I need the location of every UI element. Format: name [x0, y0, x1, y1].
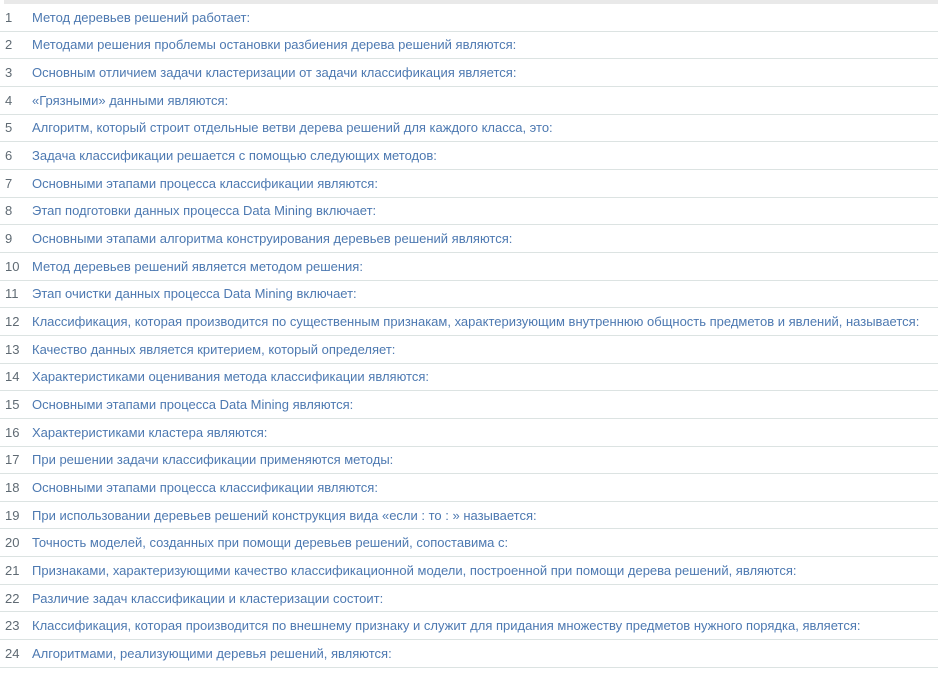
table-row — [0, 391, 938, 419]
table-row — [0, 142, 938, 170]
table-row — [0, 419, 938, 447]
question-link[interactable]: Характеристиками оценивания метода классификации являются: — [32, 369, 430, 385]
table-row — [0, 87, 938, 115]
table-row — [0, 170, 938, 198]
question-link[interactable]: Точность моделей, созданных при помощи деревьев решений, сопоставима с: — [32, 535, 509, 551]
question-number: 1 — [5, 9, 13, 25]
question-link[interactable]: Алгоритм, который строит отдельные ветви дерева решений для каждого класса, это: — [32, 120, 553, 136]
question-number: 17 — [5, 452, 20, 468]
question-number: 23 — [5, 618, 20, 634]
question-number: 21 — [5, 562, 20, 578]
question-number: 19 — [5, 507, 20, 523]
question-link[interactable]: Этап очистки данных процесса Data Mining включает: — [32, 286, 357, 302]
table-row — [0, 253, 938, 281]
question-link[interactable]: Классификация, которая производится по существенным признакам, характеризующим внутреннюю общность предметов и явлений, называется: — [32, 314, 920, 330]
question-link[interactable]: Различие задач классификации и кластеризации состоит: — [32, 590, 384, 606]
question-number: 24 — [5, 645, 20, 661]
table-row — [0, 4, 938, 32]
question-link[interactable]: Этап подготовки данных процесса Data Mining включает: — [32, 203, 377, 219]
question-number: 7 — [5, 175, 13, 191]
question-number: 12 — [5, 314, 20, 330]
question-link[interactable]: Классификация, которая производится по внешнему признаку и служит для придания множеству предметов нужного порядка, является: — [32, 618, 861, 634]
question-link[interactable]: Основным отличием задачи кластеризации от задачи классификация является: — [32, 65, 517, 81]
question-number: 13 — [5, 341, 20, 357]
question-link[interactable]: Основными этапами алгоритма конструирования деревьев решений являются: — [32, 231, 513, 247]
question-number: 8 — [5, 203, 13, 219]
question-link[interactable]: Основными этапами процесса классификации являются: — [32, 479, 378, 495]
table-row — [0, 115, 938, 143]
question-link[interactable]: При использовании деревьев решений конструкция вида «если : то : » называется: — [32, 507, 537, 523]
question-link[interactable]: Основными этапами процесса классификации являются: — [32, 175, 378, 191]
question-number: 4 — [5, 92, 13, 108]
question-link[interactable]: При решении задачи классификации применяются методы: — [32, 452, 394, 468]
table-row — [0, 612, 938, 640]
question-list — [0, 4, 938, 668]
question-link[interactable]: Метод деревьев решений является методом решения: — [32, 258, 363, 274]
question-number: 22 — [5, 590, 20, 606]
question-number: 6 — [5, 148, 13, 164]
table-row — [0, 585, 938, 613]
table-row — [0, 281, 938, 309]
table-row — [0, 502, 938, 530]
table-row — [0, 32, 938, 60]
table-row — [0, 447, 938, 475]
table-row — [0, 640, 938, 668]
question-number: 15 — [5, 397, 20, 413]
table-row — [0, 59, 938, 87]
question-link[interactable]: Методами решения проблемы остановки разбиения дерева решений являются: — [32, 37, 517, 53]
question-number: 20 — [5, 535, 20, 551]
question-number: 10 — [5, 258, 20, 274]
question-number: 11 — [5, 286, 19, 302]
question-link[interactable]: Задача классификации решается с помощью следующих методов: — [32, 148, 437, 164]
question-link[interactable]: Метод деревьев решений работает: — [32, 9, 251, 25]
table-row — [0, 474, 938, 502]
table-row — [0, 529, 938, 557]
question-number: 3 — [5, 65, 13, 81]
table-row — [0, 225, 938, 253]
table-row — [0, 557, 938, 585]
question-link[interactable]: Алгоритмами, реализующими деревья решений, являются: — [32, 645, 392, 661]
question-number: 9 — [5, 231, 13, 247]
table-row — [0, 336, 938, 364]
question-link[interactable]: Характеристиками кластера являются: — [32, 424, 268, 440]
table-row — [0, 198, 938, 226]
question-number: 14 — [5, 369, 20, 385]
table-row — [0, 308, 938, 336]
question-link[interactable]: «Грязными» данными являются: — [32, 92, 229, 108]
question-link[interactable]: Признаками, характеризующими качество классификационной модели, построенной при помощи дерева решений, являются: — [32, 562, 797, 578]
question-link[interactable]: Качество данных является критерием, который определяет: — [32, 341, 396, 357]
question-number: 5 — [5, 120, 13, 136]
question-number: 18 — [5, 479, 20, 495]
table-row — [0, 364, 938, 392]
question-number: 2 — [5, 37, 13, 53]
question-link[interactable]: Основными этапами процесса Data Mining являются: — [32, 397, 354, 413]
question-number: 16 — [5, 424, 20, 440]
